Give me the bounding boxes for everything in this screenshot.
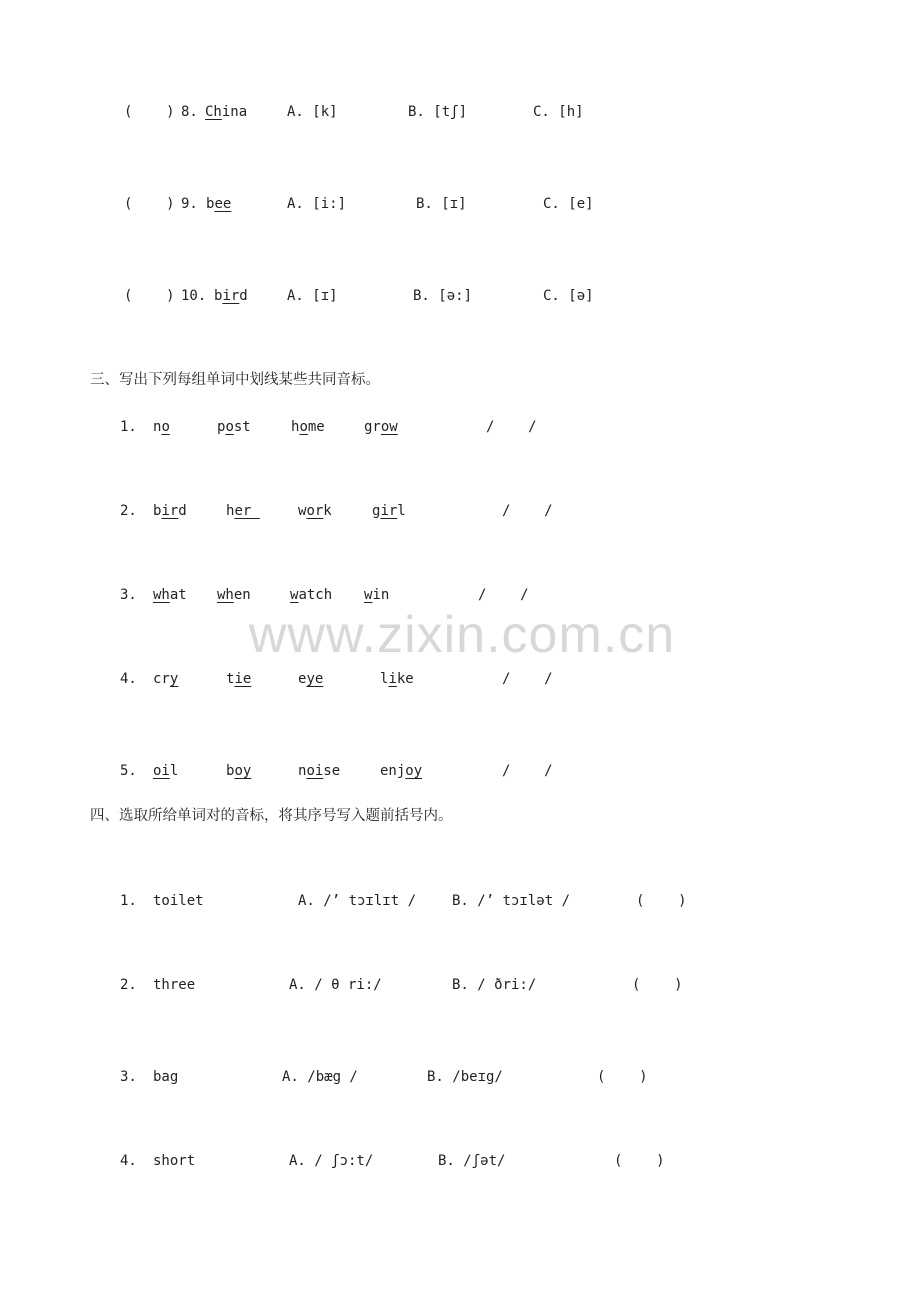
underlined-letters: oi — [306, 763, 324, 779]
underlined-letters: wh — [217, 587, 234, 603]
underlined-letters: o — [225, 419, 234, 435]
question-number: 4. — [120, 671, 137, 687]
underlined-letters: w — [364, 587, 373, 603]
option-b: B. [ə:] — [413, 288, 473, 304]
underlined-letters: ye — [306, 671, 324, 687]
group-word: her — [226, 503, 260, 519]
option-b: B. [tʃ] — [408, 104, 468, 120]
question-number: 1. — [120, 893, 137, 909]
answer-parentheses[interactable]: ( ) — [614, 1153, 665, 1169]
question-word: bag — [153, 1069, 179, 1085]
underlined-letters: oy — [405, 763, 423, 779]
question-word: China — [205, 104, 248, 120]
question-number: 9. — [181, 196, 198, 212]
option-b: B. [ɪ] — [416, 196, 467, 212]
phonetic-answer-blank[interactable]: / / — [478, 587, 529, 603]
group-word: grow — [364, 419, 398, 435]
answer-parentheses[interactable]: ( ) — [636, 893, 687, 909]
answer-parentheses[interactable]: ( ) — [124, 288, 175, 304]
underlined-letters: ir — [222, 288, 240, 304]
question-number: 1. — [120, 419, 137, 435]
option-b: B. / ðri:/ — [452, 977, 537, 993]
group-word: tie — [226, 671, 252, 687]
group-word: enjoy — [380, 763, 423, 779]
option-b: B. /beɪg/ — [427, 1069, 503, 1085]
underlined-letters: oy — [234, 763, 252, 779]
underlined-letters: ir — [380, 503, 398, 519]
option-c: C. [e] — [543, 196, 594, 212]
question-word: bird — [214, 288, 248, 304]
question-number: 2. — [120, 503, 137, 519]
option-a: A. /bæg / — [282, 1069, 358, 1085]
underlined-letters: ie — [234, 671, 252, 687]
question-word: short — [153, 1153, 196, 1169]
group-word: girl — [372, 503, 406, 519]
group-word: when — [217, 587, 251, 603]
question-number: 3. — [120, 1069, 137, 1085]
group-word: work — [298, 503, 332, 519]
question-number: 8. — [181, 104, 198, 120]
group-word: watch — [290, 587, 333, 603]
question-number: 2. — [120, 977, 137, 993]
group-word: home — [291, 419, 325, 435]
group-word: eye — [298, 671, 324, 687]
group-word: no — [153, 419, 170, 435]
watermark: www.zixin.com.cn — [248, 606, 676, 664]
question-number: 4. — [120, 1153, 137, 1169]
answer-parentheses[interactable]: ( ) — [597, 1069, 648, 1085]
question-word: three — [153, 977, 196, 993]
underlined-letters: er — [234, 503, 260, 519]
underlined-letters: o — [299, 419, 308, 435]
group-word: like — [380, 671, 414, 687]
option-a: A. [i:] — [287, 196, 347, 212]
section-heading: 四、选取所给单词对的音标，将其序号写入题前括号内。 — [90, 808, 453, 824]
answer-parentheses[interactable]: ( ) — [124, 104, 175, 120]
underlined-letters: y — [169, 671, 179, 687]
underlined-letters: or — [306, 503, 324, 519]
underlined-letters: ee — [214, 196, 232, 212]
option-a: A. / θ ri:/ — [289, 977, 382, 993]
question-number: 10. — [181, 288, 207, 304]
answer-parentheses[interactable]: ( ) — [124, 196, 175, 212]
question-word: bee — [206, 196, 232, 212]
phonetic-answer-blank[interactable]: / / — [502, 671, 553, 687]
phonetic-answer-blank[interactable]: / / — [486, 419, 537, 435]
phonetic-answer-blank[interactable]: / / — [502, 503, 553, 519]
answer-parentheses[interactable]: ( ) — [632, 977, 683, 993]
option-a: A. /’ tɔɪlɪt / — [298, 893, 417, 909]
question-number: 3. — [120, 587, 137, 603]
phonetic-answer-blank[interactable]: / / — [502, 763, 553, 779]
group-word: cry — [153, 671, 179, 687]
option-c: C. [h] — [533, 104, 584, 120]
underlined-letters: wh — [153, 587, 170, 603]
option-b: B. /’ tɔɪlət / — [452, 893, 571, 909]
group-word: noise — [298, 763, 341, 779]
underlined-letters: i — [388, 671, 397, 687]
option-b: B. /ʃət/ — [438, 1153, 506, 1169]
group-word: oil — [153, 763, 179, 779]
option-a: A. [ɪ] — [287, 288, 338, 304]
option-a: A. / ʃɔ:t/ — [289, 1153, 374, 1169]
underlined-letters: w — [290, 587, 299, 603]
option-c: C. [ə] — [543, 288, 594, 304]
group-word: boy — [226, 763, 252, 779]
section-heading: 三、写出下列每组单词中划线某些共同音标。 — [90, 372, 380, 388]
group-word: what — [153, 587, 187, 603]
question-word: toilet — [153, 893, 204, 909]
underlined-letters: oi — [153, 763, 170, 779]
underlined-letters: ow — [380, 419, 398, 435]
underlined-letters: ir — [161, 503, 179, 519]
underlined-letters: Ch — [205, 104, 222, 120]
option-a: A. [k] — [287, 104, 338, 120]
group-word: bird — [153, 503, 187, 519]
underlined-letters: o — [161, 419, 170, 435]
question-number: 5. — [120, 763, 137, 779]
group-word: win — [364, 587, 390, 603]
group-word: post — [217, 419, 251, 435]
